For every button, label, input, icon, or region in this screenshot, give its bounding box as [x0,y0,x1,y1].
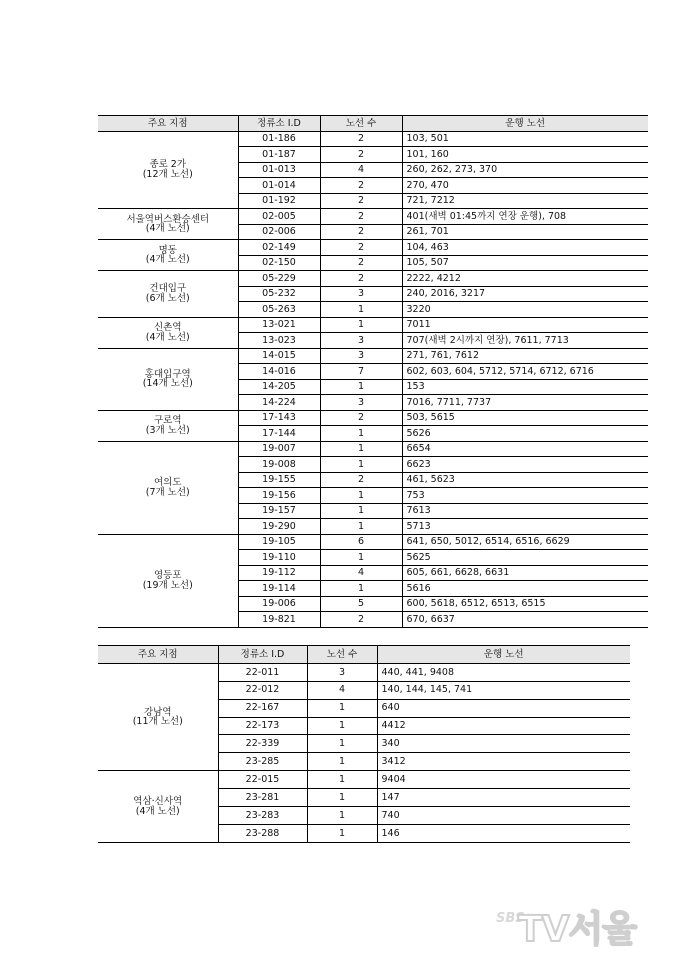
location-name: 종로 2가 [149,159,187,171]
watermark-brand-text: TV서울 [518,909,636,950]
routes-cell: 270, 470 [402,178,648,194]
route-count-cell: 1 [307,789,377,807]
header-location: 주요 지점 [98,646,218,664]
table-row [98,209,648,225]
route-count-cell: 1 [307,735,377,753]
stop-id-cell: 19-290 [238,519,320,535]
route-count-cell: 1 [320,550,402,566]
stop-id-cell: 02-005 [238,209,320,225]
route-count-cell: 2 [320,255,402,271]
route-count-cell: 1 [320,379,402,395]
routes-cell: 503, 5615 [402,410,648,426]
table-header-row [98,646,630,664]
location-route-total: (7개 노선) [145,486,190,498]
location-route-total: (3개 노선) [145,424,190,436]
routes-cell: 6623 [402,457,648,473]
route-count-cell: 3 [307,663,377,681]
location-cell [98,663,218,770]
routes-cell: 5713 [402,519,648,535]
location-cell [98,131,238,209]
route-count-cell: 1 [320,503,402,519]
routes-cell: 261, 701 [402,224,648,240]
table-header-row [98,116,648,132]
route-count-cell: 2 [320,410,402,426]
routes-cell: 105, 507 [402,255,648,271]
stop-id-cell: 01-187 [238,147,320,163]
location-name: 구로역 [153,415,182,426]
route-count-cell: 6 [320,534,402,550]
stop-id-cell: 19-156 [238,488,320,504]
route-count-cell: 4 [320,162,402,178]
routes-cell: 2222, 4212 [402,271,648,287]
stop-id-cell: 19-155 [238,472,320,488]
stop-id-cell: 23-283 [218,807,307,825]
location-route-total: (6개 노선) [145,292,190,304]
routes-cell: 146 [377,824,630,842]
location-name: 역삼·신사역 [133,796,183,808]
header-stop-id: 정류소 I.D [218,646,307,664]
route-count-cell: 1 [320,457,402,473]
location-name: 영등포 [153,570,182,581]
stop-id-cell: 02-006 [238,224,320,240]
route-count-cell: 2 [320,147,402,163]
stop-id-cell: 22-339 [218,735,307,753]
location-cell [98,271,238,318]
stop-id-cell: 23-281 [218,789,307,807]
location-cell [98,534,238,627]
bus-routes-table-1 [98,115,648,628]
routes-cell: 707(새벽 2시까지 연장), 7611, 7713 [402,333,648,349]
stop-id-cell: 19-821 [238,612,320,628]
stop-id-cell: 02-149 [238,240,320,256]
route-count-cell: 3 [320,333,402,349]
routes-cell: 602, 603, 604, 5712, 5714, 6712, 6716 [402,364,648,380]
routes-cell: 721, 7212 [402,193,648,209]
table-row [98,131,648,147]
location-route-total: (4개 노선) [145,223,190,234]
stop-id-cell: 23-285 [218,753,307,771]
route-count-cell: 4 [320,565,402,581]
table-row [98,240,648,256]
stop-id-cell: 19-157 [238,503,320,519]
header-stop-id: 정류소 I.D [238,116,320,132]
location-name: 홍대입구역 [144,368,191,380]
header-location: 주요 지점 [98,116,238,132]
table-row [98,534,648,550]
routes-cell: 740 [377,807,630,825]
routes-cell: 5616 [402,581,648,597]
routes-cell: 260, 262, 273, 370 [402,162,648,178]
location-route-total: (14개 노선) [142,378,193,389]
route-count-cell: 1 [320,519,402,535]
header-routes: 운행 노선 [377,646,630,664]
route-count-cell: 1 [320,488,402,504]
location-cell [98,771,218,843]
location-route-total: (4개 노선) [145,254,190,265]
route-count-cell: 1 [307,771,377,789]
route-count-cell: 2 [320,224,402,240]
route-count-cell: 3 [320,286,402,302]
route-count-cell: 5 [320,596,402,612]
routes-cell: 5626 [402,426,648,442]
routes-cell: 600, 5618, 6512, 6513, 6515 [402,596,648,612]
table-row [98,663,630,681]
table-row [98,410,648,426]
stop-id-cell: 19-007 [238,441,320,457]
location-name: 강남역 [143,706,172,718]
stop-id-cell: 01-014 [238,178,320,194]
routes-cell: 7613 [402,503,648,519]
routes-cell: 670, 6637 [402,612,648,628]
routes-cell: 7011 [402,317,648,333]
routes-cell: 140, 144, 145, 741 [377,681,630,699]
route-count-cell: 2 [320,193,402,209]
header-route-count: 노선 수 [320,116,402,132]
routes-cell: 641, 650, 5012, 6514, 6516, 6629 [402,534,648,550]
routes-cell: 440, 441, 9408 [377,663,630,681]
route-count-cell: 1 [307,807,377,825]
stop-id-cell: 19-110 [238,550,320,566]
header-route-count: 노선 수 [307,646,377,664]
stop-id-cell: 13-021 [238,317,320,333]
routes-cell: 3220 [402,302,648,318]
stop-id-cell: 22-012 [218,681,307,699]
route-count-cell: 1 [307,824,377,842]
route-count-cell: 7 [320,364,402,380]
stop-id-cell: 01-186 [238,131,320,147]
routes-cell: 240, 2016, 3217 [402,286,648,302]
route-count-cell: 2 [320,612,402,628]
route-count-cell: 1 [320,426,402,442]
stop-id-cell: 05-232 [238,286,320,302]
location-cell [98,348,238,410]
routes-cell: 153 [402,379,648,395]
route-count-cell: 1 [307,699,377,717]
routes-cell: 271, 761, 7612 [402,348,648,364]
location-route-total: (4개 노선) [135,805,180,817]
route-count-cell: 2 [320,271,402,287]
table-row [98,348,648,364]
table-row [98,317,648,333]
routes-cell: 640 [377,699,630,717]
stop-id-cell: 14-224 [238,395,320,411]
location-cell [98,410,238,441]
stop-id-cell: 01-013 [238,162,320,178]
table-row [98,441,648,457]
stop-id-cell: 05-263 [238,302,320,318]
header-routes: 운행 노선 [402,116,648,132]
routes-cell: 340 [377,735,630,753]
route-count-cell: 3 [320,348,402,364]
location-name: 명동 [158,244,177,256]
routes-cell: 753 [402,488,648,504]
routes-cell: 401(새벽 01:45까지 연장 운행), 708 [402,209,648,225]
stop-id-cell: 05-229 [238,271,320,287]
stop-id-cell: 19-008 [238,457,320,473]
routes-cell: 9404 [377,771,630,789]
stop-id-cell: 02-150 [238,255,320,271]
routes-cell: 4412 [377,717,630,735]
route-count-cell: 1 [307,753,377,771]
watermark-sbs-text: SBS [496,911,525,926]
stop-id-cell: 17-144 [238,426,320,442]
stop-id-cell: 22-015 [218,771,307,789]
stop-id-cell: 01-192 [238,193,320,209]
location-cell [98,441,238,534]
location-name: 건대입구 [149,283,187,295]
routes-cell: 103, 501 [402,131,648,147]
location-cell [98,240,238,271]
routes-cell: 7016, 7711, 7737 [402,395,648,411]
routes-cell: 6654 [402,441,648,457]
route-count-cell: 4 [307,681,377,699]
bus-routes-table-2 [98,645,630,843]
routes-cell: 605, 661, 6628, 6631 [402,565,648,581]
location-route-total: (4개 노선) [145,331,190,343]
route-count-cell: 3 [320,395,402,411]
table-row [98,271,648,287]
route-count-cell: 2 [320,209,402,225]
route-count-cell: 1 [320,317,402,333]
route-count-cell: 1 [320,302,402,318]
stop-id-cell: 14-016 [238,364,320,380]
location-cell [98,209,238,240]
stop-id-cell: 22-173 [218,717,307,735]
stop-id-cell: 22-011 [218,663,307,681]
location-name: 신촌역 [153,322,182,333]
route-count-cell: 1 [307,717,377,735]
location-route-total: (11개 노선) [132,716,183,728]
location-name: 여의도 [153,477,182,488]
stop-id-cell: 19-114 [238,581,320,597]
location-name: 서울역버스환승센터 [126,213,210,225]
routes-cell: 104, 463 [402,240,648,256]
routes-cell: 101, 160 [402,147,648,163]
tv-seoul-watermark-logo [496,903,666,949]
routes-cell: 147 [377,789,630,807]
route-count-cell: 1 [320,441,402,457]
stop-id-cell: 19-105 [238,534,320,550]
stop-id-cell: 22-167 [218,699,307,717]
table-row [98,771,630,789]
route-count-cell: 2 [320,131,402,147]
location-route-total: (19개 노선) [142,579,193,591]
route-count-cell: 2 [320,472,402,488]
route-count-cell: 2 [320,240,402,256]
stop-id-cell: 19-006 [238,596,320,612]
routes-cell: 461, 5623 [402,472,648,488]
stop-id-cell: 13-023 [238,333,320,349]
stop-id-cell: 19-112 [238,565,320,581]
routes-cell: 3412 [377,753,630,771]
route-count-cell: 1 [320,581,402,597]
stop-id-cell: 14-205 [238,379,320,395]
stop-id-cell: 23-288 [218,824,307,842]
location-route-total: (12개 노선) [142,168,193,180]
routes-cell: 5625 [402,550,648,566]
stop-id-cell: 14-015 [238,348,320,364]
stop-id-cell: 17-143 [238,410,320,426]
route-count-cell: 2 [320,178,402,194]
location-cell [98,317,238,348]
